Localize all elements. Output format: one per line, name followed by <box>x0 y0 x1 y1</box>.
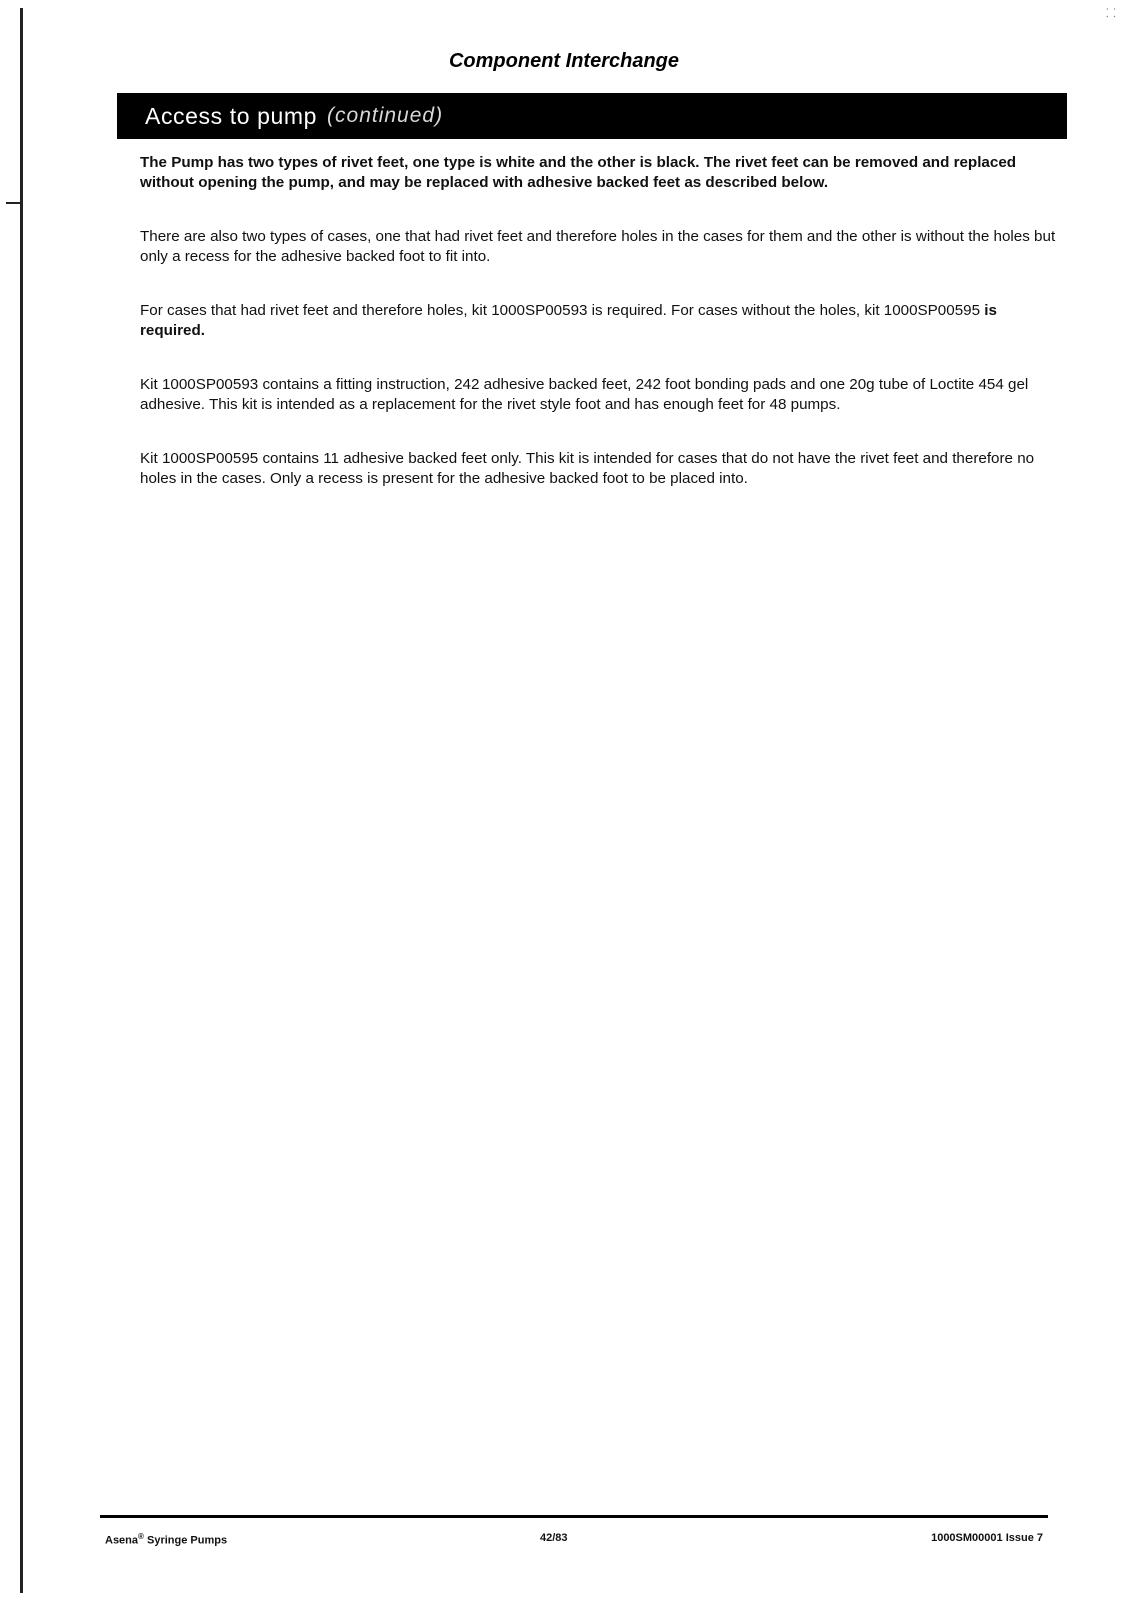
corner-mark-icon: ⸬ <box>1106 6 1116 20</box>
footer-document-id: 1000SM00001 Issue 7 <box>931 1532 1043 1544</box>
kit-requirement-end: is required. <box>140 302 997 339</box>
footer-product-name: Asena <box>105 1534 139 1547</box>
footer-product <box>105 1532 227 1547</box>
section-banner <box>117 93 1067 139</box>
binding-margin-line <box>20 8 23 1593</box>
paragraph-kit-593: Kit 1000SP00593 contains a fitting instruction, 242 adhesive backed feet, 242 foot bonding pads and one 20g tube of Loctite 454 gel adhesive. This kit is intended as a replacement for the rivet style foot and has enough feet for 48 pumps. <box>140 376 1029 413</box>
document-body <box>140 153 1065 523</box>
paragraph-kit-requirement <box>140 301 1065 341</box>
footer-page-number: 42/83 <box>540 1532 568 1544</box>
page-footer <box>100 1532 1048 1550</box>
paragraph-kit-595: Kit 1000SP00595 contains 11 adhesive backed feet only. This kit is intended for cases that do not have the rivet feet and therefore no holes in the cases. Only a recess is present for the adhesive backed foot to be placed into. <box>140 450 1035 487</box>
registered-trademark: ® <box>138 1532 144 1541</box>
footer-rule <box>100 1515 1048 1518</box>
document-header-title: Component Interchange <box>448 50 679 72</box>
section-title: Access to pump <box>145 102 318 129</box>
kit-requirement-text: For cases that had rivet feet and therefore holes, kit 1000SP00593 is required. For cases without the holes, kit 1000SP00595 <box>140 302 981 319</box>
footer-product-suffix: Syringe Pumps <box>147 1534 228 1547</box>
paragraph-rivet-feet: The Pump has two types of rivet feet, one type is white and the other is black. The rivet feet can be removed and replaced without opening the pump, and may be replaced with adhesive backed feet as described below. <box>140 154 1017 191</box>
paragraph-case-types: There are also two types of cases, one that had rivet feet and therefore holes in the cases for them and the other is without the holes but only a recess for the adhesive backed foot to fit into. <box>140 228 1056 265</box>
binding-tick-mark <box>6 202 22 204</box>
section-subtitle: (continued) <box>327 104 444 127</box>
